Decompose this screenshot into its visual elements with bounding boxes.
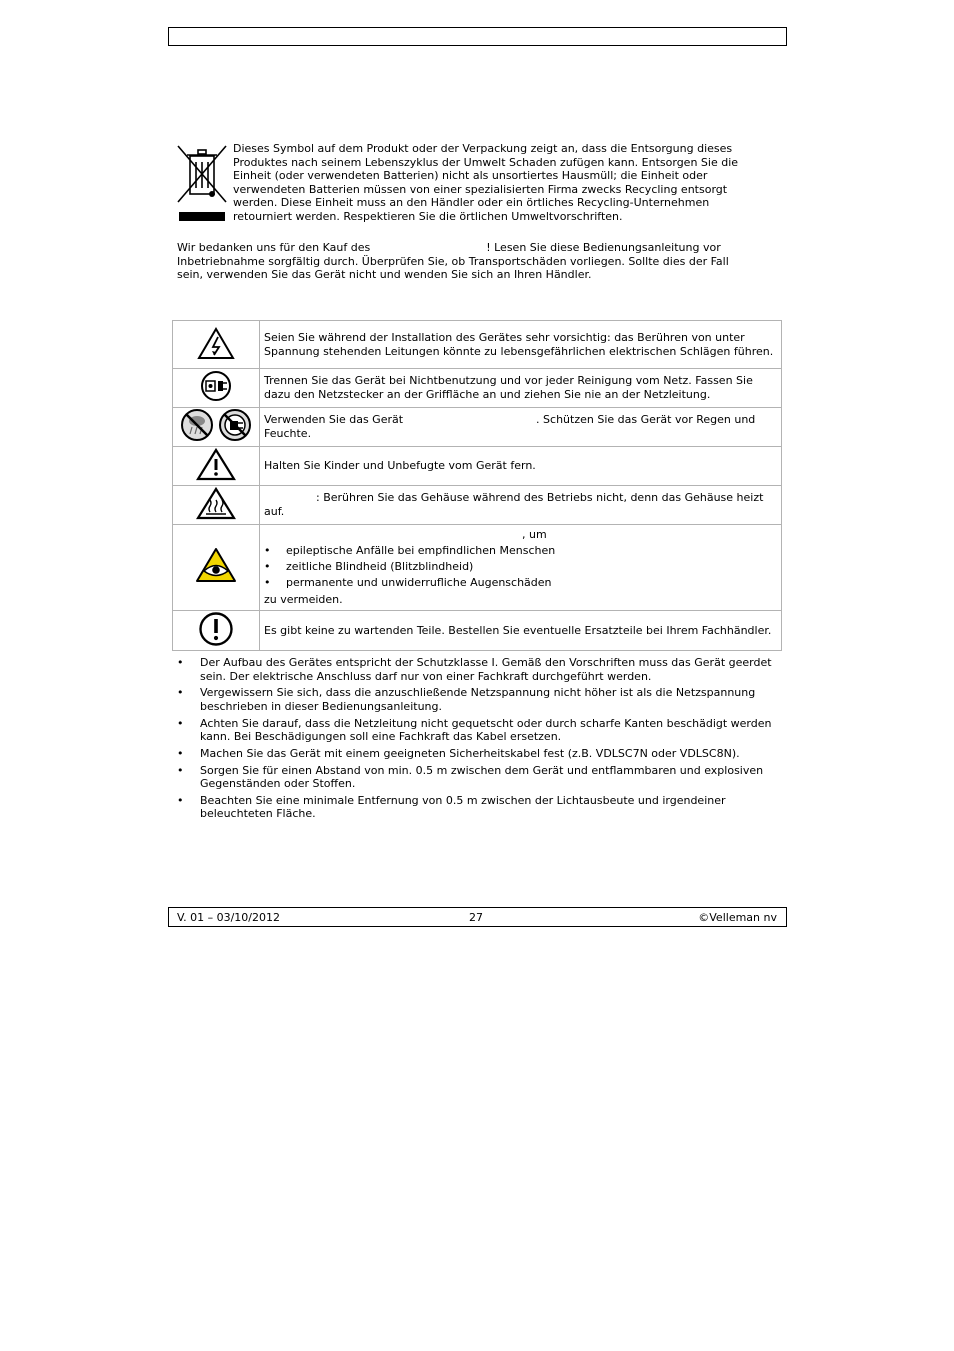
safety-text-indoor xyxy=(260,408,782,447)
footer-version: V. 01 – 03/10/2012 xyxy=(177,911,280,924)
safety-text-children: Halten Sie Kinder und Unbefugte vom Gerät fern. xyxy=(260,447,782,486)
footer-page-number: 27 xyxy=(469,911,483,924)
intro-part2: ! Lesen Sie diese Bedienungsanleitung vor Inbetriebnahme sorgfältig durch. Überprüfen Sie, ob Transportschäden vorliegen. Sollte dies der Fall sein, verwenden Sie das Gerät nicht und wenden Sie sich an Ihren Händler. xyxy=(177,241,729,282)
electric-shock-warning-icon xyxy=(197,326,235,360)
safety-text-indoor-a: Verwenden Sie das Gerät xyxy=(264,413,404,427)
hot-surface-warning-icon xyxy=(196,486,236,520)
safety-row-hot xyxy=(173,486,782,525)
safety-text-indoor-b: . Schützen Sie das Gerät vor Regen und Feuchte. xyxy=(264,413,756,440)
list-item: • epileptische Anfälle bei empfindlichen Menschen xyxy=(264,544,777,558)
safety-row-children xyxy=(173,447,782,486)
page-footer xyxy=(168,907,787,927)
safety-text-eye-end: zu vermeiden. xyxy=(264,592,343,606)
safety-row-service xyxy=(173,610,782,651)
list-item: • permanente und unwiderrufliche Augenschäden xyxy=(264,576,777,590)
safety-text-eye-lead: , um xyxy=(522,527,547,541)
disconnect-plug-icon xyxy=(199,370,233,402)
safety-row-electric xyxy=(173,321,782,369)
weee-text: Dieses Symbol auf dem Produkt oder der Verpackung zeigt an, dass die Entsorgung dieses Produktes nach seinem Lebenszyklus der Umwelt Schaden zufügen kann. Entsorgen Sie die Einheit (oder verwendeten Batterien) nicht als unsortiertes Hausmüll; die Einheit oder verwendeten Batterien müssen von einer spezialisierten Firma zwecks Recycling entsorgt werden. Diese Einheit muss an den Händler oder ein örtliches Recycling-Unternehmen retourniert werden. Respektieren Sie die örtlichen Umweltvorschriften. xyxy=(233,142,739,223)
eye-hazard-warning-icon xyxy=(195,547,237,583)
list-item: • Machen Sie das Gerät mit einem geeigneten Sicherheitskabel fest (z.B. VDLSC7N oder VDLSC8N). xyxy=(177,747,773,761)
list-item: • Vergewissern Sie sich, dass die anzuschließende Netzspannung nicht höher ist als die Netzspannung beschrieben in dieser Bedienungsanleitung. xyxy=(177,686,773,713)
list-item: • Sorgen Sie für einen Abstand von min. 0.5 m zwischen dem Gerät und entflammbaren und explosiven Gegenständen oder Stoffen. xyxy=(177,764,773,791)
safety-text-plug: Trennen Sie das Gerät bei Nichtbenutzung und vor jeder Reinigung vom Netz. Fassen Sie dazu den Netzstecker an der Griffläche an und ziehen Sie nie an der Netzleitung. xyxy=(260,369,782,408)
safety-row-eye xyxy=(173,524,782,610)
general-warning-icon xyxy=(196,447,236,481)
no-rain-indoor-use-icon xyxy=(180,408,252,442)
list-item: • zeitliche Blindheid (Blitzblindheid) xyxy=(264,560,777,574)
intro-paragraph xyxy=(177,241,757,282)
crossed-out-wheelie-bin-icon xyxy=(176,142,228,226)
safety-text-eye xyxy=(260,524,782,610)
safety-text-hot-body: : Berühren Sie das Gehäuse während des Betriebs nicht, denn das Gehäuse heizt auf. xyxy=(264,491,764,518)
list-item: • Beachten Sie eine minimale Entfernung von 0.5 m zwischen der Lichtausbeute und irgendeiner beleuchteten Fläche. xyxy=(177,794,773,821)
list-item: • Achten Sie darauf, dass die Netzleitung nicht gequetscht oder durch scharfe Kanten beschädigt werden kann. Bei Beschädigungen soll eine Fachkraft das Kabel ersetzen. xyxy=(177,717,773,744)
safety-text-electric: Seien Sie während der Installation des Gerätes sehr vorsichtig: das Berühren von unter Spannung stehenden Leitungen könnte zu lebensgefährlichen elektrischen Schlägen führen. xyxy=(260,321,782,369)
safety-text-service: Es gibt keine zu wartenden Teile. Bestellen Sie eventuelle Ersatzteile bei Ihrem Fachhändler. xyxy=(260,610,782,651)
list-item: • Der Aufbau des Gerätes entspricht der Schutzklasse I. Gemäß den Vorschriften muss das Gerät geerdet sein. Der elektrische Anschluss darf nur von einer Fachkraft durchgeführt werden. xyxy=(177,656,773,683)
no-user-serviceable-parts-icon xyxy=(198,611,234,647)
safety-row-indoor xyxy=(173,408,782,447)
safety-table xyxy=(172,320,782,651)
intro-part1: Wir bedanken uns für den Kauf des xyxy=(177,241,371,254)
safety-row-plug xyxy=(173,369,782,408)
header-box xyxy=(168,27,787,46)
safety-text-hot xyxy=(260,486,782,525)
footer-copyright: ©Velleman nv xyxy=(698,911,777,924)
safety-bullet-list xyxy=(177,656,773,824)
eye-hazard-list xyxy=(264,544,777,590)
